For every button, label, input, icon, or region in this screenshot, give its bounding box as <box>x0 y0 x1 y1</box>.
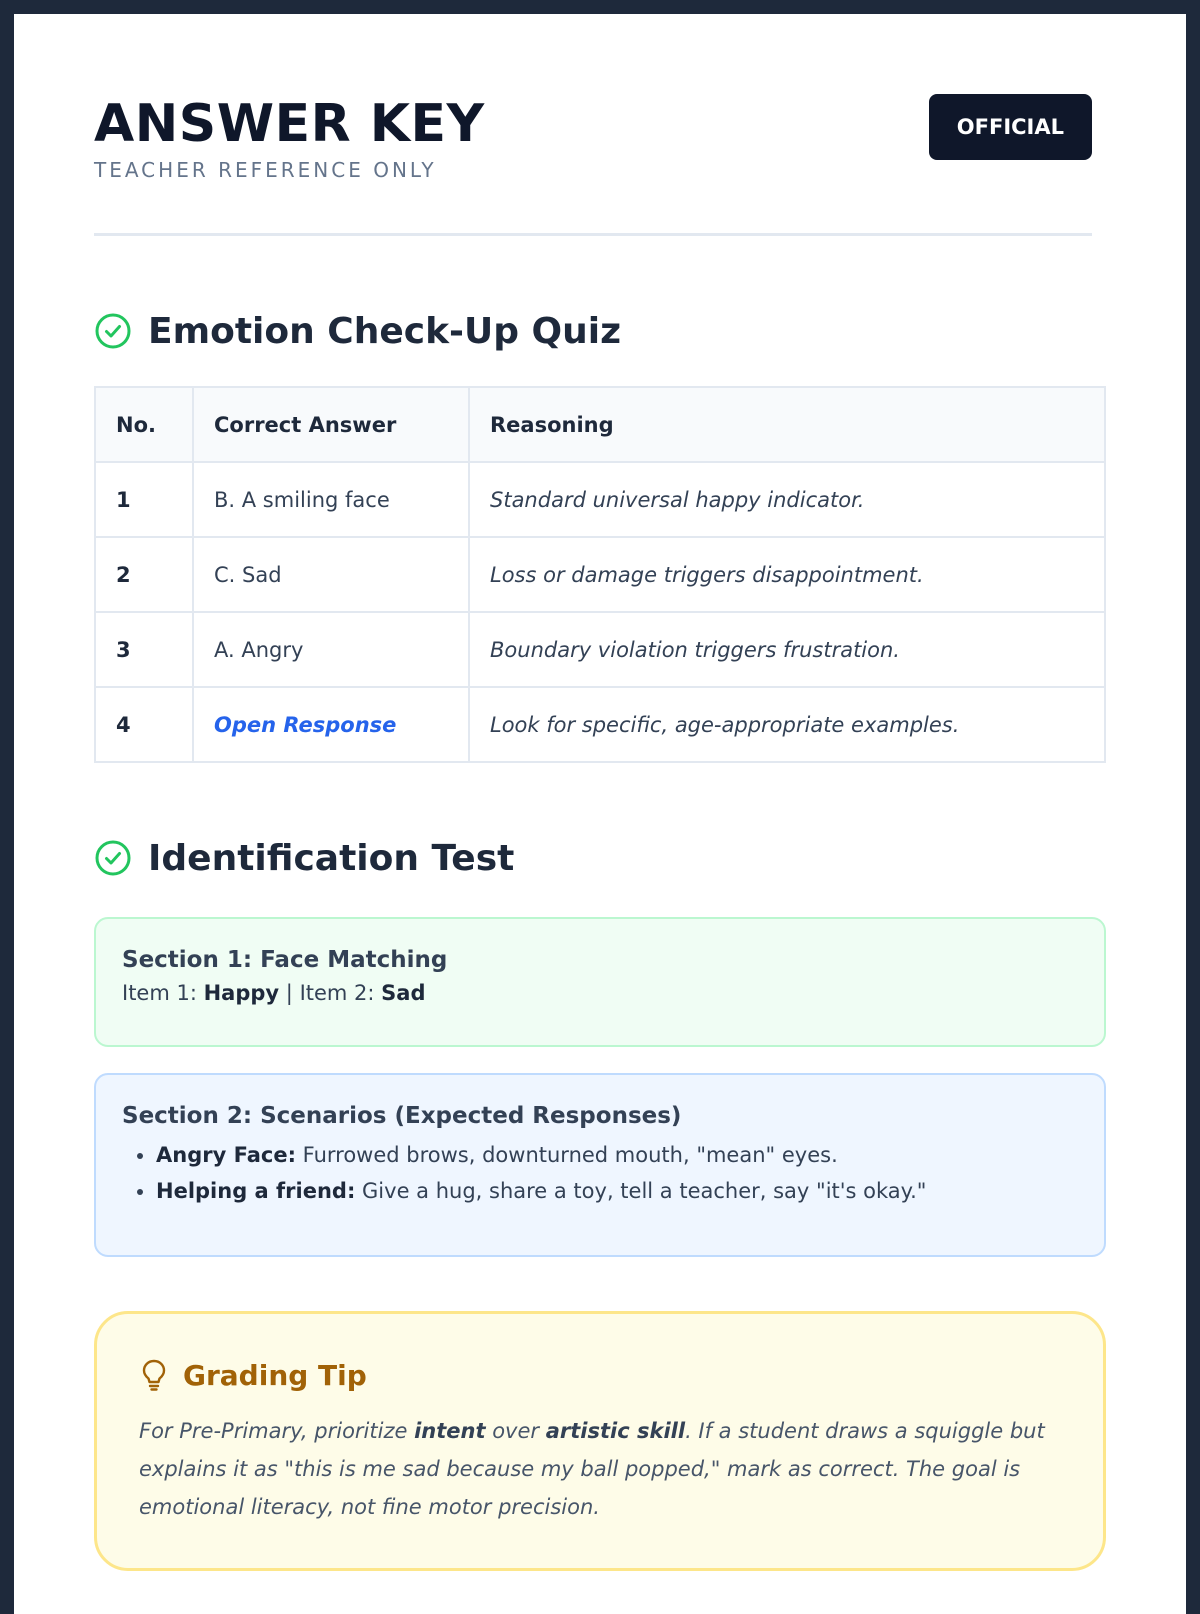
page-title: ANSWER KEY <box>94 94 485 154</box>
header <box>94 14 1092 236</box>
scenarios-title: Section 2: Scenarios (Expected Responses) <box>122 1103 682 1129</box>
table-row <box>95 687 1105 762</box>
scenario-text: Give a hug, share a toy, tell a teacher, say "it's okay." <box>362 1179 927 1203</box>
row-reasoning: Boundary violation triggers frustration. <box>469 612 1105 687</box>
row-number: 4 <box>95 687 193 762</box>
lightbulb-icon <box>139 1358 169 1392</box>
scenarios-box <box>94 1073 1106 1257</box>
row-answer: A. Angry <box>193 612 469 687</box>
row-reasoning: Look for specific, age-appropriate examples. <box>469 687 1105 762</box>
scenario-label: Helping a friend: <box>156 1179 356 1203</box>
check-circle-icon <box>94 839 132 877</box>
title-block <box>94 94 485 182</box>
scenario-text: Furrowed brows, downturned mouth, "mean" eyes. <box>302 1143 838 1167</box>
row-reasoning: Standard universal happy indicator. <box>469 462 1105 537</box>
page-subtitle: TEACHER REFERENCE ONLY <box>94 158 437 182</box>
row-reasoning: Loss or damage triggers disappointment. <box>469 537 1105 612</box>
item-separator: | <box>285 981 293 1005</box>
official-badge: OFFICIAL <box>929 94 1092 160</box>
grading-tip-box <box>94 1311 1106 1571</box>
table-row <box>95 537 1105 612</box>
row-number: 3 <box>95 612 193 687</box>
tip-text-2: over <box>492 1419 540 1443</box>
identification-title: Identification Test <box>148 837 515 879</box>
column-header-reasoning: Reasoning <box>469 387 1105 462</box>
face-matching-box <box>94 917 1106 1047</box>
quiz-heading <box>94 308 1092 354</box>
row-number: 2 <box>95 537 193 612</box>
grading-tip-heading <box>139 1358 1061 1392</box>
check-circle-icon <box>94 312 132 350</box>
tip-emphasis-intent: intent <box>414 1419 486 1443</box>
tip-text-3: . If a student draws a squiggle but explains it as "this is me sad because my ball popped," mark as correct. The goal is emotional literacy, not fine motor precision. <box>139 1419 1045 1519</box>
face-matching-answers <box>122 981 1078 1005</box>
grading-tip-title: Grading Tip <box>183 1358 367 1392</box>
face-matching-title: Section 1: Face Matching <box>122 947 448 973</box>
row-answer: B. A smiling face <box>193 462 469 537</box>
scenario-label: Angry Face: <box>156 1143 296 1167</box>
row-answer: C. Sad <box>193 537 469 612</box>
quiz-answer-table <box>94 386 1106 763</box>
item2-value: Sad <box>381 981 426 1005</box>
quiz-title: Emotion Check-Up Quiz <box>148 310 622 352</box>
table-row <box>95 462 1105 537</box>
grading-tip-text <box>139 1412 1061 1526</box>
identification-heading <box>94 835 1092 881</box>
scenarios-list <box>122 1143 1078 1203</box>
tip-emphasis-skill: artistic skill <box>545 1419 686 1443</box>
table-header-row <box>95 387 1105 462</box>
table-row <box>95 612 1105 687</box>
open-response-answer: Open Response <box>193 687 469 762</box>
answer-key-sheet <box>14 14 1186 1614</box>
item1-label: Item 1: <box>122 981 197 1005</box>
column-header-no: No. <box>95 387 193 462</box>
row-number: 1 <box>95 462 193 537</box>
tip-text-1: For Pre-Primary, prioritize <box>139 1419 408 1443</box>
list-item <box>156 1143 1078 1167</box>
column-header-answer: Correct Answer <box>193 387 469 462</box>
item2-label: Item 2: <box>299 981 375 1005</box>
list-item <box>156 1179 1078 1203</box>
item1-value: Happy <box>203 981 280 1005</box>
